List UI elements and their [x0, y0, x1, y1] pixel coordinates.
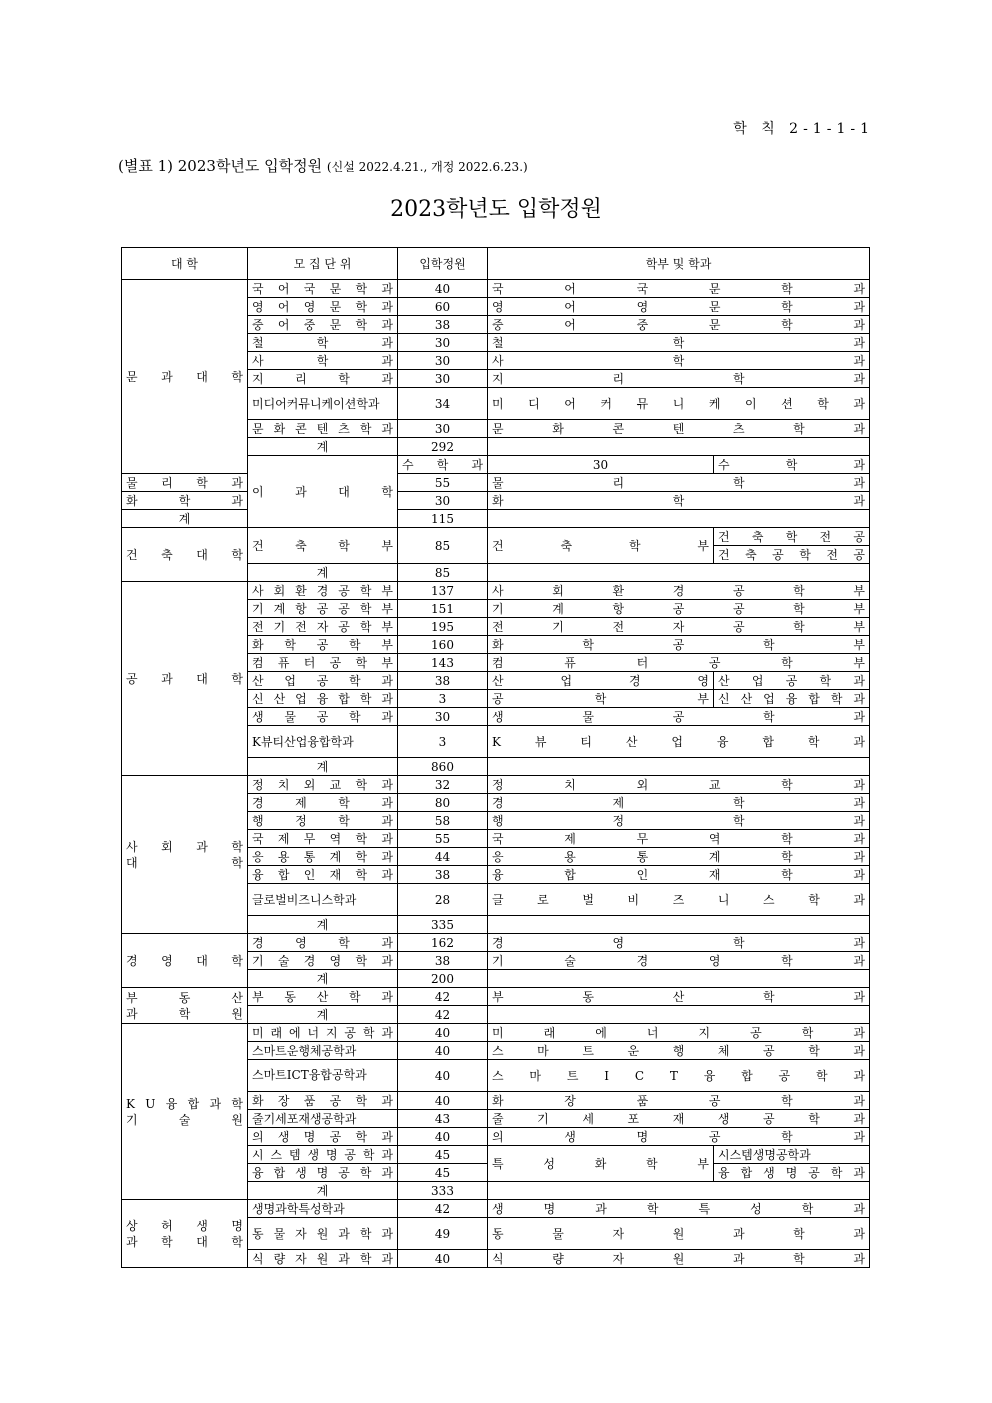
subtotal-label: 계: [248, 438, 398, 456]
unit-cell: 기 계 항 공 공 학 부: [248, 600, 398, 618]
quota-cell: 44: [398, 848, 488, 866]
quota-cell: 195: [398, 618, 488, 636]
dept-cell: 부 동 산 학 과: [488, 988, 870, 1006]
dept-cell: 의 생 명 공 학 과: [488, 1128, 870, 1146]
subtotal-label: 계: [248, 970, 398, 988]
unit-cell: 국 제 무 역 학 과: [248, 830, 398, 848]
dept-cell: 생 물 공 학 과: [488, 708, 870, 726]
table-row: [122, 492, 870, 510]
subtotal-quota: 85: [398, 564, 488, 582]
document-subtitle: [118, 155, 528, 176]
dept-cell: 미 래 에 너 지 공 학 과: [488, 1024, 870, 1042]
unit-cell: 물 리 학 과: [122, 474, 248, 492]
unit-cell: 행 정 학 과: [248, 812, 398, 830]
table-row: [122, 582, 870, 600]
table-header-row: [122, 248, 870, 280]
header-dept: 학부 및 학과: [488, 248, 870, 280]
quota-cell: 30: [398, 420, 488, 438]
dept-cell: 중 어 중 문 학 과: [488, 316, 870, 334]
sub-dept-cell: 건 축 학 전 공: [714, 528, 870, 546]
college-cell: 경 영 대 학: [122, 934, 248, 988]
unit-cell: 중 어 중 문 학 과: [248, 316, 398, 334]
empty-cell: [488, 510, 870, 528]
quota-cell: 30: [398, 708, 488, 726]
unit-cell: 생명과학특성학과: [248, 1200, 398, 1218]
table-row: [122, 934, 870, 952]
college-name: 문 과 대 학: [126, 369, 243, 384]
table-row: [122, 776, 870, 794]
unit-cell: 사 회 환 경 공 학 부: [248, 582, 398, 600]
dept-cell: 건 축 학 부: [488, 528, 714, 564]
quota-cell: 85: [398, 528, 488, 564]
quota-cell: 40: [398, 1092, 488, 1110]
quota-cell: 40: [398, 280, 488, 298]
college-cell: 상 허 생 명 과 학 대 학: [122, 1200, 248, 1268]
quota-cell: 80: [398, 794, 488, 812]
unit-cell: 정 치 외 교 학 과: [248, 776, 398, 794]
empty-cell: [488, 1006, 870, 1024]
dept-cell: 행 정 학 과: [488, 812, 870, 830]
subtotal-label: 계: [248, 564, 398, 582]
unit-cell: 줄기세포재생공학과: [248, 1110, 398, 1128]
quota-cell: 40: [398, 1024, 488, 1042]
unit-cell: 건 축 학 부: [248, 528, 398, 564]
quota-cell: 30: [488, 456, 714, 474]
subtotal-quota: 860: [398, 758, 488, 776]
quota-cell: 3: [398, 690, 488, 708]
college-cell: [122, 280, 248, 474]
subtotal-label: 계: [122, 510, 248, 528]
subtotal-label: 계: [248, 916, 398, 934]
quota-cell: 38: [398, 316, 488, 334]
dept-cell: 스 마 트 운 행 체 공 학 과: [488, 1042, 870, 1060]
quota-cell: 160: [398, 636, 488, 654]
unit-cell: 영 어 영 문 학 과: [248, 298, 398, 316]
unit-cell: 컴 퓨 터 공 학 부: [248, 654, 398, 672]
quota-cell: 60: [398, 298, 488, 316]
subtotal-quota: 42: [398, 1006, 488, 1024]
table-row: [122, 1200, 870, 1218]
header-quota: 입학정원: [398, 248, 488, 280]
sub-dept-cell: 시스템생명공학과: [714, 1146, 870, 1164]
dept-cell: 줄 기 세 포 재 생 공 학 과: [488, 1110, 870, 1128]
dept-cell: 특 성 화 학 부: [488, 1146, 714, 1182]
page-title: 2023학년도 입학정원: [390, 197, 602, 222]
unit-cell: 사 학 과: [248, 352, 398, 370]
dept-cell: 경 영 학 과: [488, 934, 870, 952]
subtotal-label: 계: [248, 1182, 398, 1200]
dept-cell: 스 마 트 I C T 융 합 공 학 과: [488, 1060, 870, 1092]
unit-cell: 융 합 생 명 공 학 과: [248, 1164, 398, 1182]
dept-cell: 컴 퓨 터 공 학 부: [488, 654, 870, 672]
unit-cell: 글로벌비즈니스학과: [248, 884, 398, 916]
quota-cell: 32: [398, 776, 488, 794]
quota-cell: 38: [398, 952, 488, 970]
quota-cell: 30: [398, 352, 488, 370]
quota-cell: 162: [398, 934, 488, 952]
unit-cell: 생 물 공 학 과: [248, 708, 398, 726]
dept-cell: 전 기 전 자 공 학 부: [488, 618, 870, 636]
quota-cell: 40: [398, 1128, 488, 1146]
quota-cell: 38: [398, 866, 488, 884]
dept-cell: 국 제 무 역 학 과: [488, 830, 870, 848]
unit-cell: 경 영 학 과: [248, 934, 398, 952]
dept-cell: 식 량 자 원 과 학 과: [488, 1250, 870, 1268]
dept-cell: 사 학 과: [488, 352, 870, 370]
header-unit: 모 집 단 위: [248, 248, 398, 280]
quota-cell: 55: [398, 474, 488, 492]
subtotal-quota: 335: [398, 916, 488, 934]
sub-dept-cell: 산 업 공 학 과: [714, 672, 870, 690]
unit-cell: 경 제 학 과: [248, 794, 398, 812]
quota-cell: 30: [398, 370, 488, 388]
dept-cell: 경 제 학 과: [488, 794, 870, 812]
dept-cell: 지 리 학 과: [488, 370, 870, 388]
unit-cell: 응 용 통 계 학 과: [248, 848, 398, 866]
unit-cell: 화 학 공 학 부: [248, 636, 398, 654]
unit-cell: 화 학 과: [122, 492, 248, 510]
quota-cell: 3: [398, 726, 488, 758]
subtitle-note: (신설 2022.4.21., 개정 2022.6.23.): [326, 160, 528, 174]
dept-cell: 문 화 콘 텐 츠 학 과: [488, 420, 870, 438]
dept-cell: 수 학 과: [714, 456, 870, 474]
quota-cell: 43: [398, 1110, 488, 1128]
college-cell: K U 융 합 과 학 기 술 원: [122, 1024, 248, 1200]
quota-cell: 45: [398, 1146, 488, 1164]
unit-cell: 기 술 경 영 학 과: [248, 952, 398, 970]
dept-cell: 글 로 벌 비 즈 니 스 학 과: [488, 884, 870, 916]
empty-cell: [488, 438, 870, 456]
subtotal-label: 계: [248, 1006, 398, 1024]
quota-cell: 55: [398, 830, 488, 848]
quota-cell: 28: [398, 884, 488, 916]
dept-cell: 산 업 경 영: [488, 672, 714, 690]
unit-cell: 철 학 과: [248, 334, 398, 352]
dept-cell: 기 술 경 영 학 과: [488, 952, 870, 970]
college-cell: 건 축 대 학: [122, 528, 248, 582]
admission-quota-table: [121, 247, 870, 1268]
college-cell: 사 회 과 학 대 학: [122, 776, 248, 934]
unit-cell: 스마트ICT융합공학과: [248, 1060, 398, 1092]
dept-cell: 동 물 자 원 과 학 과: [488, 1218, 870, 1250]
quota-cell: 34: [398, 388, 488, 420]
dept-cell: 화 장 품 공 학 과: [488, 1092, 870, 1110]
header-college: 대 학: [122, 248, 248, 280]
subtotal-quota: 333: [398, 1182, 488, 1200]
dept-cell: 응 용 통 계 학 과: [488, 848, 870, 866]
dept-cell: 화 학 과: [488, 492, 870, 510]
dept-cell: 정 치 외 교 학 과: [488, 776, 870, 794]
dept-cell: 영 어 영 문 학 과: [488, 298, 870, 316]
quota-cell: 151: [398, 600, 488, 618]
unit-cell: 신 산 업 융 합 학 과: [248, 690, 398, 708]
table-row: [122, 988, 870, 1006]
sub-dept-cell: 건 축 공 학 전 공: [714, 546, 870, 564]
unit-cell: 스마트운행체공학과: [248, 1042, 398, 1060]
dept-cell: 공 학 부: [488, 690, 714, 708]
subtotal-quota: 200: [398, 970, 488, 988]
unit-cell: 융 합 인 재 학 과: [248, 866, 398, 884]
dept-cell: 생 명 과 학 특 성 학 과: [488, 1200, 870, 1218]
quota-cell: 49: [398, 1218, 488, 1250]
sub-dept-cell: 신 산 업 융 합 학 과: [714, 690, 870, 708]
unit-cell: 지 리 학 과: [248, 370, 398, 388]
dept-cell: 융 합 인 재 학 과: [488, 866, 870, 884]
table-row: [122, 280, 870, 298]
dept-cell: 철 학 과: [488, 334, 870, 352]
empty-cell: [488, 1182, 870, 1200]
sub-dept-cell: 융 합 생 명 공 학 과: [714, 1164, 870, 1182]
quota-cell: 30: [398, 334, 488, 352]
college-cell: 이 과 대 학: [248, 456, 398, 528]
quota-cell: 42: [398, 1200, 488, 1218]
college-cell: 부 동 산 과 학 원: [122, 988, 248, 1024]
unit-cell: 수 학 과: [398, 456, 488, 474]
dept-cell: 미 디 어 커 뮤 니 케 이 션 학 과: [488, 388, 870, 420]
unit-cell: 미디어커뮤니케이션학과: [248, 388, 398, 420]
unit-cell: 화 장 품 공 학 과: [248, 1092, 398, 1110]
unit-cell: 문 화 콘 텐 츠 학 과: [248, 420, 398, 438]
unit-cell: K뷰티산업융합학과: [248, 726, 398, 758]
subtotal-label: 계: [248, 758, 398, 776]
subtotal-quota: 115: [398, 510, 488, 528]
unit-cell: 식 량 자 원 과 학 과: [248, 1250, 398, 1268]
dept-cell: 물 리 학 과: [488, 474, 870, 492]
table-row: [122, 1024, 870, 1042]
quota-cell: 40: [398, 1060, 488, 1092]
dept-cell: K 뷰 티 산 업 융 합 학 과: [488, 726, 870, 758]
table-row: [122, 528, 870, 546]
dept-cell: 사 회 환 경 공 학 부: [488, 582, 870, 600]
empty-cell: [488, 758, 870, 776]
quota-cell: 58: [398, 812, 488, 830]
quota-cell: 30: [398, 492, 488, 510]
unit-cell: 미 래 에 너 지 공 학 과: [248, 1024, 398, 1042]
subtotal-quota: 292: [398, 438, 488, 456]
quota-cell: 38: [398, 672, 488, 690]
empty-cell: [488, 916, 870, 934]
unit-cell: 전 기 전 자 공 학 부: [248, 618, 398, 636]
unit-cell: 시 스 템 생 명 공 학 과: [248, 1146, 398, 1164]
unit-cell: 국 어 국 문 학 과: [248, 280, 398, 298]
unit-cell: 동 물 자 원 과 학 과: [248, 1218, 398, 1250]
college-cell: 공 과 대 학: [122, 582, 248, 776]
quota-cell: 137: [398, 582, 488, 600]
table-row: [122, 474, 870, 492]
quota-cell: 143: [398, 654, 488, 672]
subtotal-row: [122, 510, 870, 528]
empty-cell: [488, 970, 870, 988]
dept-cell: 기 계 항 공 공 학 부: [488, 600, 870, 618]
document-code: 학 칙 2-1-1-1: [733, 121, 874, 137]
unit-cell: 산 업 공 학 과: [248, 672, 398, 690]
quota-cell: 40: [398, 1250, 488, 1268]
dept-cell: 국 어 국 문 학 과: [488, 280, 870, 298]
quota-cell: 40: [398, 1042, 488, 1060]
dept-cell: 화 학 공 학 부: [488, 636, 870, 654]
quota-cell: 45: [398, 1164, 488, 1182]
unit-cell: 의 생 명 공 학 과: [248, 1128, 398, 1146]
empty-cell: [488, 564, 870, 582]
quota-cell: 42: [398, 988, 488, 1006]
subtitle-main: (별표 1) 2023학년도 입학정원: [118, 157, 323, 175]
unit-cell: 부 동 산 학 과: [248, 988, 398, 1006]
